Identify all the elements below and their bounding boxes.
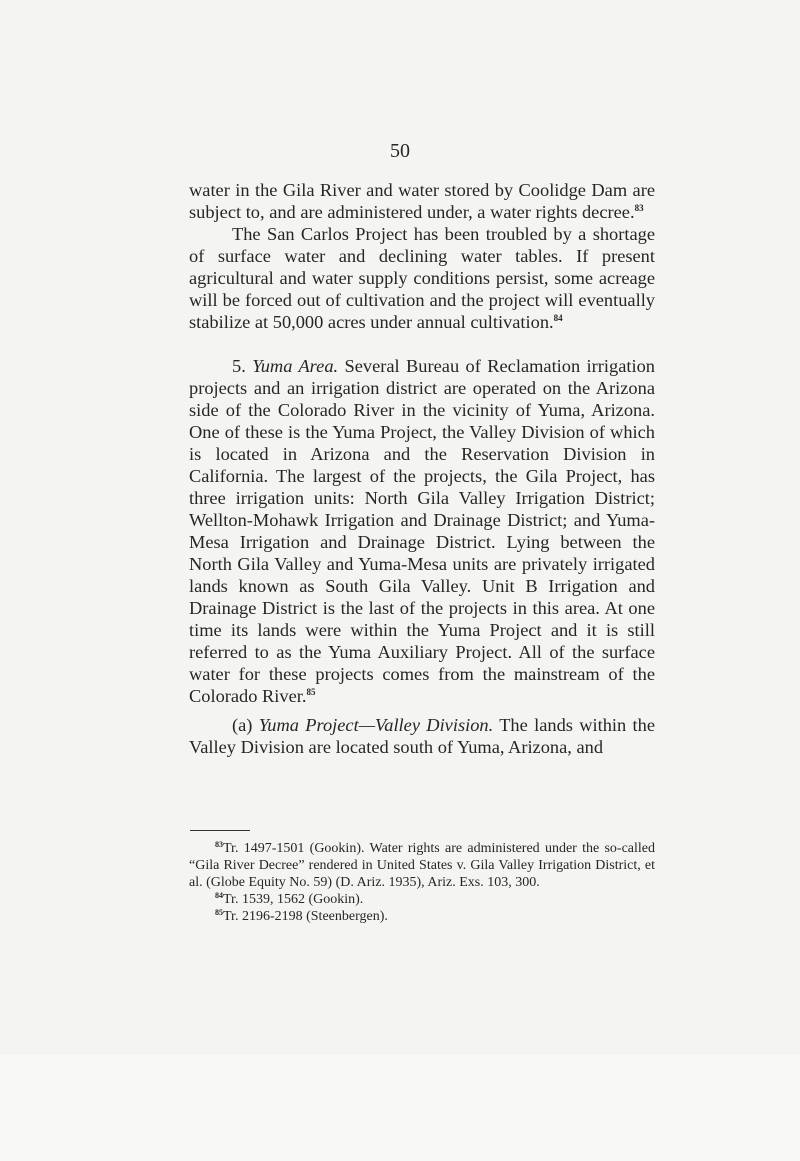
- main-text: [189, 179, 655, 758]
- paragraph-text: Several Bureau of Reclamation irrigation projects and an irrigation district are operated on the Arizona side of the Colorado River in the vicinity of Yuma, Arizona. One of these is the Yuma Project, the Valley Division of which is located in Arizona and the Reservation Division in California. The largest of the projects, the Gila Project, has three irrigation units: North Gila Valley Irrigation District; Wellton-Mohawk Irrigation and Drainage District; and Yuma-Mesa Irrigation and Drainage District. Lying between the North Gila Valley and Yuma-Mesa units are privately irrigated lands known as South Gila Valley. Unit B Irrigation and Drainage District is the last of the projects in this area. At one time its lands were within the Yuma Project and it is still referred to as the Yuma Auxiliary Project. All of the surface water for these projects comes from the mainstream of the Colorado River.: [189, 356, 655, 706]
- footnote-text: Tr. 2196-2198 (Steenbergen).: [223, 909, 388, 924]
- footnotes: [189, 840, 655, 925]
- paragraph-text: water in the Gila River and water stored by Coolidge Dam are subject to, and are administered under, a water rights decree.: [189, 180, 655, 222]
- subsection-valley-division: [189, 714, 655, 758]
- subsection-title: Yuma Project—Valley Division.: [258, 715, 494, 735]
- footnote-ref: 85: [306, 687, 316, 697]
- paragraph-continuation: [189, 179, 655, 223]
- section-yuma-area: [189, 355, 655, 707]
- section-title: Yuma Area.: [252, 356, 339, 376]
- footnote-text: Tr. 1539, 1562 (Gookin).: [223, 892, 364, 907]
- paragraph-san-carlos: [189, 223, 655, 333]
- footnote-83: [189, 840, 655, 891]
- footnote-ref: 84: [553, 313, 563, 323]
- footnote-number: 84: [215, 891, 223, 900]
- footnote-84: [189, 891, 655, 908]
- paragraph-text: The lands within the Valley Division are located south of Yuma, Arizona, and: [189, 715, 655, 757]
- footnote-text: Tr. 1497-1501 (Gookin). Water rights are administered under the so-called “Gila River Decree” rendered in United States v. Gila Valley Irrigation District, et al. (Globe Equity No. 59) (D. Ariz. 1935), Ariz. Exs. 103, 300.: [189, 841, 655, 890]
- footnote-85: [189, 908, 655, 925]
- footnote-number: 83: [215, 840, 223, 849]
- footnote-divider: [190, 830, 250, 831]
- subsection-label: (a): [232, 715, 253, 735]
- page-number: 50: [390, 140, 410, 162]
- footnote-number: 85: [215, 908, 223, 917]
- section-number: 5.: [232, 356, 246, 376]
- scan-bottom-margin: [0, 1055, 800, 1161]
- footnote-ref: 83: [634, 203, 644, 213]
- paragraph-text: The San Carlos Project has been troubled by a shortage of surface water and declining water tables. If present agricultural and water supply conditions persist, some acreage will be forced out of cultivation and the project will eventually stabilize at 50,000 acres under annual cultivation.: [189, 224, 655, 332]
